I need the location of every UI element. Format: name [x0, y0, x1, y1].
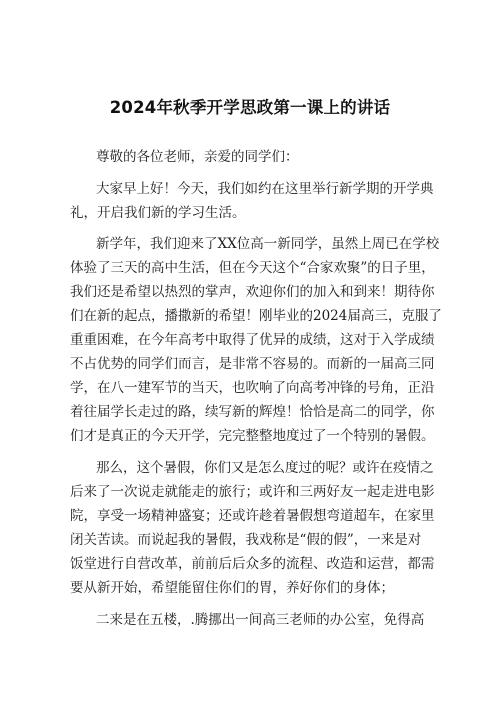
text-line: 我们还是希望以热烈的掌声，欢迎你们的加入和到来！期待你 — [70, 284, 435, 300]
text-line: 那么，这个暑假，你们又是怎么度过的呢？或许在疫情之 — [96, 460, 434, 476]
text-line: 重重困难，在今年高考中取得了优异的成绩，这对于入学成绩 — [70, 332, 435, 348]
text-line: 们在新的起点，播撒新的希望！刚毕业的2024届高三，克服了 — [70, 308, 442, 324]
text-line: 大家早上好！今天，我们如约在这里举行新学期的开学典 — [96, 181, 434, 197]
text-line: 体验了三天的高中生活，但在今天这个“合家欢聚”的日子里， — [70, 260, 435, 276]
text-line: 新学年，我们迎来了XX位高一新同学，虽然上周已在学校 — [96, 236, 440, 252]
text-line: 不占优势的同学们而言，是非常不容易的。而新的一届高三同 — [70, 356, 435, 372]
text-line: 闭关苦读。而说起我的暑假，我戏称是“假的假”，一来是对 — [70, 532, 422, 548]
text-line: 们才是真正的今天开学，完完整整地度过了一个特别的暑假。 — [70, 428, 435, 444]
text-line: 尊敬的各位老师，亲爱的同学们： — [96, 149, 299, 165]
text-line: 饭堂进行自营改革，前前后后众多的流程、改造和运营，都需 — [70, 556, 435, 572]
text-line: 要从新开始，希望能留住你们的胃，养好你们的身体； — [70, 580, 394, 596]
text-line: 院，享受一场精神盛宴；还或许趁着暑假想弯道超车，在家里 — [70, 508, 435, 524]
text-line: 后来了一次说走就能走的旅行；或许和三两好友一起走进电影 — [70, 484, 435, 500]
text-line: 二来是在五楼，.腾挪出一间高三老师的办公室，免得高 — [96, 612, 425, 628]
text-line: 礼，开启我们新的学习生活。 — [70, 205, 246, 221]
text-line: 学，在八一建军节的当天，也吹响了向高考冲锋的号角，正沿 — [70, 380, 435, 396]
document-title: 2024年秋季开学思政第一课上的讲话 — [109, 98, 391, 117]
text-line: 着往届学长走过的路，续写新的辉煌！恰恰是高二的同学，你 — [70, 404, 435, 420]
